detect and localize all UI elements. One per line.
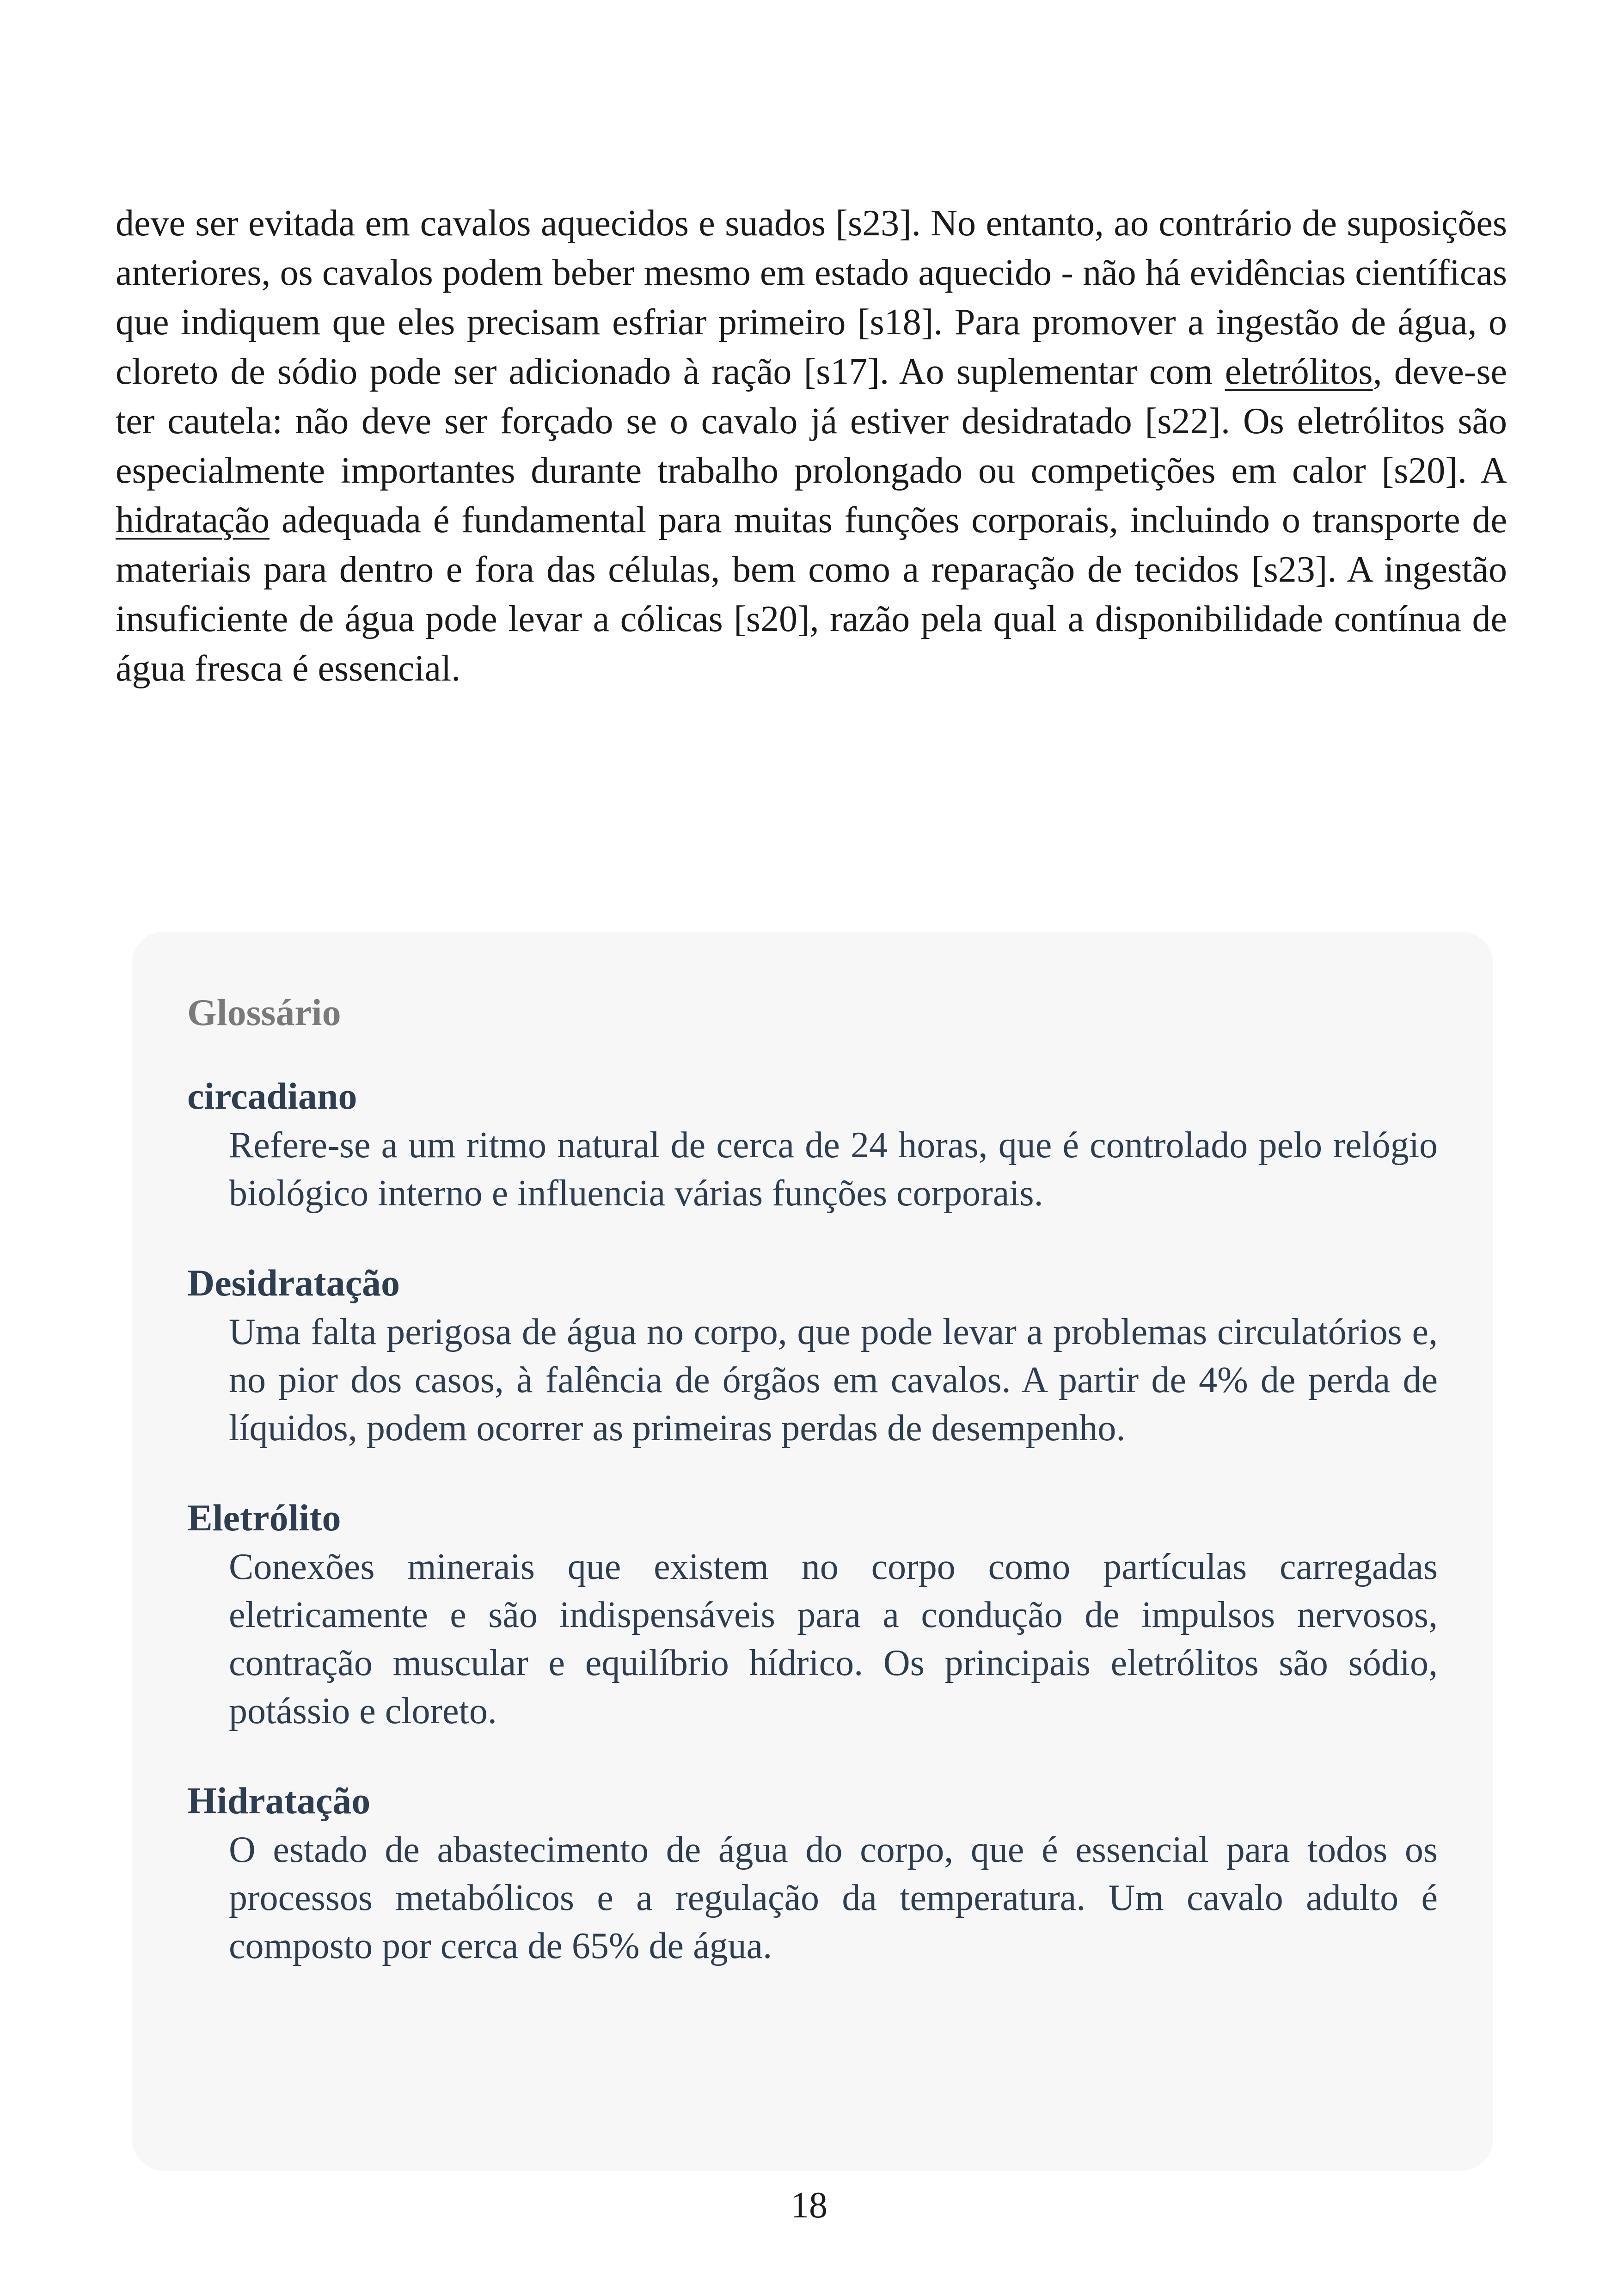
glossary-entry [187,1258,1438,1452]
glossary-title: Glossário [187,991,341,1033]
glossary-entry [187,1493,1438,1735]
paragraph-segment: deve ser evitada em cavalos aquecidos e suados [s23]. No entanto, ao contrário de suposições anteriores, os cavalos podem beber mesmo em estado aquecido - não há evidências científicas que indiquem que eles precisam esfriar primeiro [s18]. Para promover a ingestão de água, o cloreto de sódio pode ser adicionado à ração [s17]. Ao suplementar com [116,203,1507,392]
glossary-term: Desidratação [187,1262,400,1304]
glossary-definition: Refere-se a um ritmo natural de cerca de 24 horas, que é controlado pelo relógio biológico interno e influencia várias funções corporais. [229,1125,1438,1214]
glossary-definition: Conexões minerais que existem no corpo como partículas carregadas eletricamente e são indispensáveis para a condução de impulsos nervosos, contração muscular e equilíbrio hídrico. Os principais eletrólitos são sódio, potássio e cloreto. [229,1547,1438,1731]
glossary-term: circadiano [187,1075,357,1117]
paragraph-segment: , deve-se ter cautela: não deve ser forçado se o cavalo já estiver desidratado [s22]. Os eletrólitos são especialmente importantes durante trabalho prolongado ou competições em calor [s20]. A [116,351,1508,491]
glossary-definition: Uma falta perigosa de água no corpo, que pode levar a problemas circulatórios e, no pior dos casos, à falência de órgãos em cavalos. A partir de 4% de perda de líquidos, podem ocorrer as primeiras perdas de desempenho. [229,1312,1438,1449]
glossary-link-eletrolitos[interactable]: eletrólitos [1225,351,1373,392]
body-paragraph [116,199,1507,694]
glossary-box [132,932,1493,2171]
glossary-entry [187,1071,1438,1217]
page-number: 18 [791,2185,827,2226]
paragraph-segment: adequada é fundamental para muitas funções corporais, incluindo o transporte de materiais para dentro e fora das células, bem como a reparação de tecidos [s23]. A ingestão insuficiente de água pode levar a cólicas [s20], razão pela qual a disponibilidade contínua de água fresca é essencial. [116,500,1507,689]
glossary-link-hidratacao[interactable]: hidratação [116,500,270,540]
glossary-definition: O estado de abastecimento de água do corpo, que é essencial para todos os processos metabólicos e a regulação da temperatura. Um cavalo adulto é composto por cerca de 65% de água. [229,1829,1438,1966]
glossary-entry [187,1776,1438,1970]
glossary-term: Hidratação [187,1780,371,1822]
paragraph-text [116,199,1507,694]
glossary-term: Eletrólito [187,1497,341,1539]
